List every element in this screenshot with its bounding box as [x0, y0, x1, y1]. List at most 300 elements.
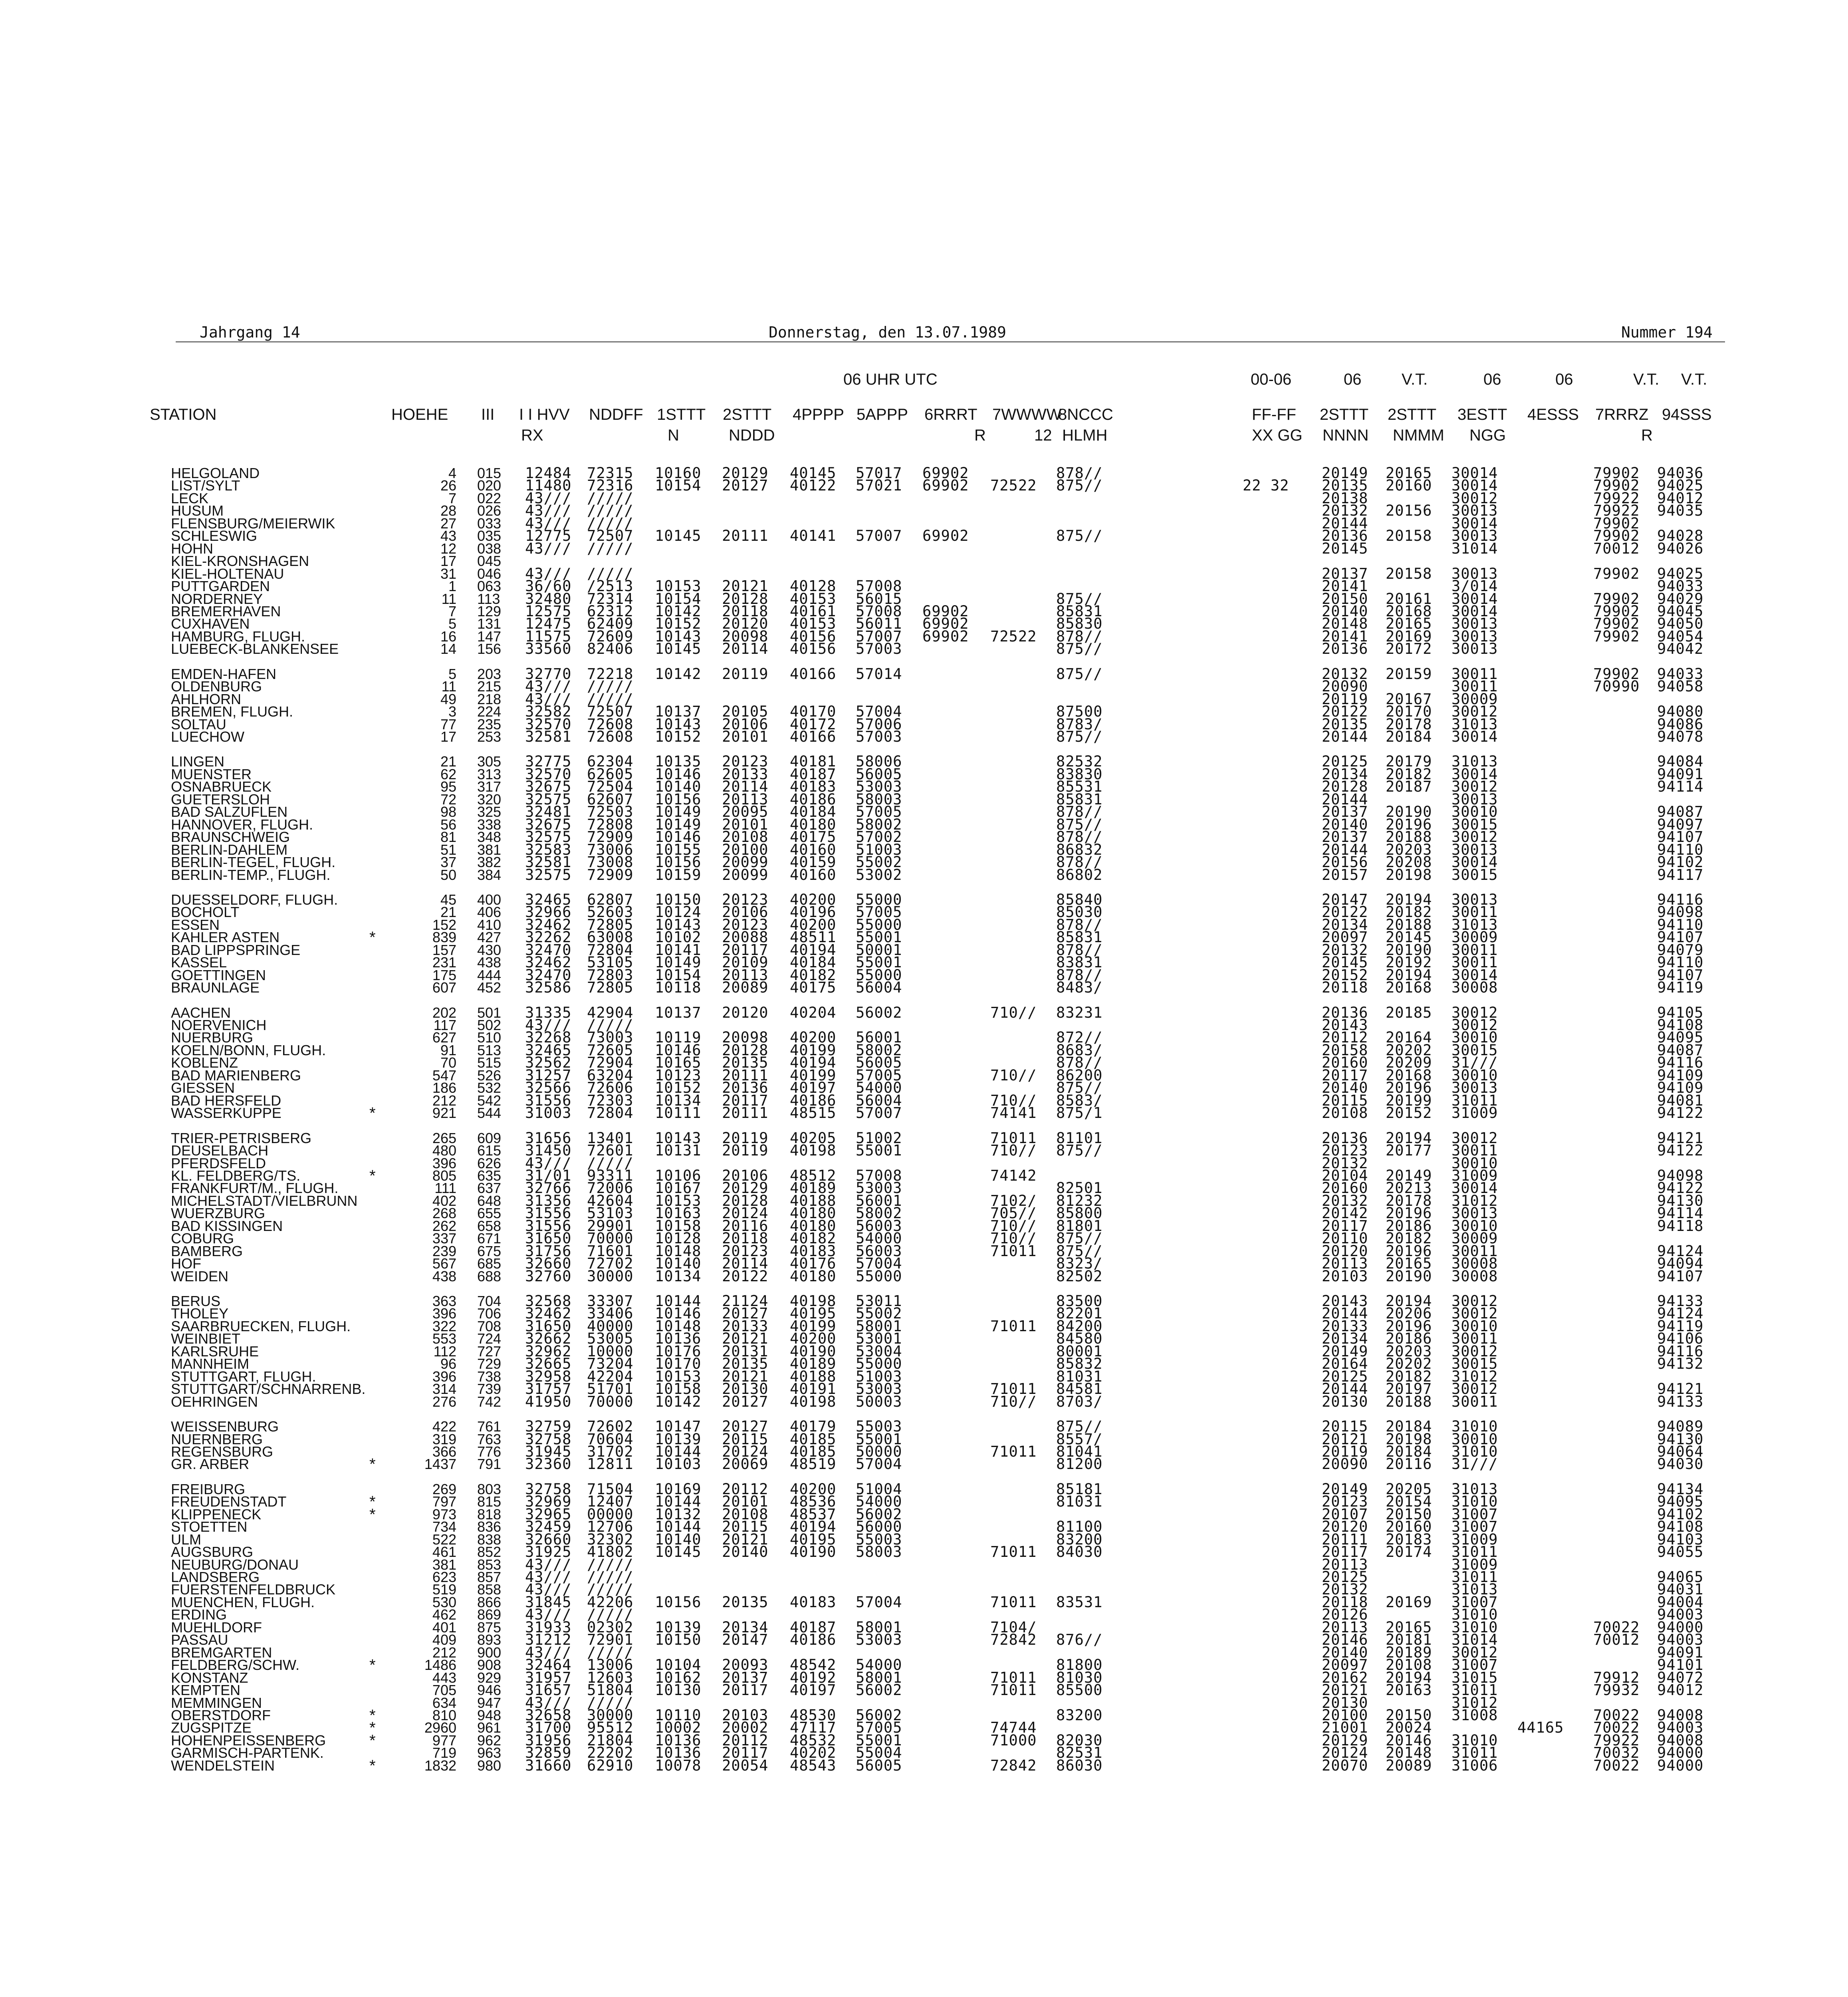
station-name: STUTTGART/SCHNARRENB.	[171, 1381, 366, 1398]
station-id: 430	[477, 941, 502, 958]
sttt2: 20124	[722, 1443, 769, 1460]
nccc8: 85832	[1056, 1355, 1103, 1373]
nddff: 42904	[587, 1004, 634, 1021]
station-id: 929	[477, 1669, 502, 1686]
vt-2sttt-n: 20132	[1322, 1154, 1368, 1172]
nccc8: 82201	[1056, 1305, 1103, 1322]
vt-2sttt-n: 20118	[1322, 1593, 1368, 1611]
station-name: BERLIN-TEGEL, FLUGH.	[171, 854, 336, 871]
hvv-rx: 32462	[525, 1305, 572, 1322]
pppp4: 40200	[790, 1480, 837, 1498]
sttt1: 10148	[655, 1317, 702, 1335]
vt-2sttt-n: 20125	[1322, 753, 1368, 770]
station-id: 838	[477, 1531, 502, 1548]
hvv-rx: 31925	[525, 1543, 572, 1561]
vt-2sttt-m: 20169	[1386, 627, 1432, 645]
wwww7: 71011	[990, 1129, 1037, 1147]
sttt2: 20101	[722, 1493, 769, 1511]
sttt1: 10145	[655, 640, 702, 658]
station-name: NEUBURG/DONAU	[171, 1556, 299, 1573]
mountain-marker: *	[369, 1706, 376, 1724]
sttt1: 10102	[655, 929, 702, 946]
nccc8: 86200	[1056, 1066, 1103, 1084]
vt-2sttt-n: 20123	[1322, 1142, 1368, 1159]
vt-2sttt-n: 20157	[1322, 866, 1368, 883]
sss94: 94114	[1657, 1205, 1704, 1222]
hvv-rx: 32262	[525, 929, 572, 946]
pppp4: 40183	[790, 778, 837, 796]
vt-2sttt-m: 20186	[1386, 1330, 1432, 1348]
pppp4: 48515	[790, 1104, 837, 1122]
vt-2sttt-n: 20117	[1322, 1066, 1368, 1084]
station-name: MUEHLDORF	[171, 1619, 262, 1636]
station-id: 675	[477, 1243, 502, 1259]
station-id: 962	[477, 1732, 502, 1749]
sss94: 94121	[1657, 1129, 1704, 1147]
vt-2sttt-n: 20126	[1322, 1606, 1368, 1624]
sttt1: 10162	[655, 1669, 702, 1686]
vt-2sttt-m: 20192	[1386, 954, 1432, 971]
rrrt6: 69902	[922, 527, 969, 545]
nddff: 33406	[587, 1305, 634, 1322]
nddff: 02302	[587, 1618, 634, 1636]
sttt1: 10135	[655, 753, 702, 770]
station-height: 202	[432, 1004, 456, 1021]
vt-2sttt-n: 20113	[1322, 1255, 1368, 1272]
appp5: 57008	[856, 578, 902, 595]
vt-2sttt-n: 20113	[1322, 1618, 1368, 1636]
col-v1b: NNNN	[1323, 427, 1369, 444]
vt-2sttt-n: 20146	[1322, 1631, 1368, 1649]
station-height: 112	[433, 1343, 456, 1360]
sttt2: 20089	[722, 979, 769, 997]
nccc8: 85840	[1056, 891, 1103, 908]
esstt3: 31012	[1451, 1694, 1498, 1711]
sttt2: 20127	[722, 1393, 769, 1410]
station-id: 609	[477, 1130, 502, 1146]
pppp4: 40145	[790, 465, 837, 482]
station-height: 268	[432, 1205, 456, 1222]
nddff: 72909	[587, 828, 634, 846]
wwww7: 71011	[990, 1242, 1037, 1260]
station-height: 12	[440, 540, 456, 557]
nccc8: 85500	[1056, 1681, 1103, 1699]
nddff: 70000	[587, 1393, 634, 1410]
station-name: BREMERHAVEN	[171, 603, 281, 619]
nddff: 12407	[587, 1493, 634, 1511]
station-height: 396	[432, 1368, 456, 1385]
hvv-rx: 32566	[525, 1079, 572, 1097]
wwww7: 71011	[990, 1669, 1037, 1686]
nddff: 62304	[587, 753, 634, 770]
esstt3: 30011	[1451, 954, 1498, 971]
station-name: BAD LIPPSPRINGE	[171, 941, 301, 958]
station-name: AHLHORN	[171, 691, 242, 707]
sttt2: 20113	[722, 790, 769, 808]
station-height: 396	[432, 1305, 456, 1322]
appp5: 57005	[856, 1719, 902, 1737]
appp5: 57017	[856, 465, 902, 482]
vt-2sttt-n: 20115	[1322, 1418, 1368, 1435]
pppp4: 40175	[790, 828, 837, 846]
table-row	[0, 729, 1848, 745]
vt-2sttt-n: 20112	[1322, 1029, 1368, 1046]
station-id: 338	[477, 816, 502, 833]
esstt3: 30012	[1451, 1644, 1498, 1661]
nddff: 32302	[587, 1531, 634, 1548]
sttt1: 10140	[655, 1531, 702, 1548]
sss94: 94000	[1657, 1744, 1704, 1762]
nccc8: 875//	[1056, 1242, 1103, 1260]
station-id: 156	[477, 641, 502, 657]
appp5: 56004	[856, 1092, 902, 1109]
pppp4: 40128	[790, 578, 837, 595]
station-height: 50	[440, 866, 456, 883]
station-name: FLENSBURG/MEIERWIK	[171, 515, 335, 532]
esstt3: 31014	[1451, 540, 1498, 557]
station-id: 063	[477, 578, 502, 595]
col-v3b: NGG	[1469, 427, 1506, 444]
vt-2sttt-n: 20136	[1322, 1004, 1368, 1021]
hvv-rx: 32570	[525, 765, 572, 783]
table-row	[0, 1105, 1848, 1121]
pppp4: 40190	[790, 1543, 837, 1561]
pppp4: 40153	[790, 590, 837, 607]
station-id: 742	[477, 1393, 502, 1410]
sttt1: 10154	[655, 477, 702, 494]
mountain-marker: *	[369, 1757, 376, 1775]
hvv-rx: 31933	[525, 1618, 572, 1636]
hvv-rx: 11575	[525, 627, 572, 645]
appp5: 56005	[856, 1757, 902, 1774]
station-name: OLDENBURG	[171, 678, 262, 695]
sttt1: 10134	[655, 1092, 702, 1109]
station-name: NOERVENICH	[171, 1017, 267, 1033]
nccc8: 85030	[1056, 903, 1103, 921]
station-id: 875	[477, 1619, 502, 1636]
vt-2sttt-m: 20148	[1386, 1744, 1432, 1762]
pppp4: 40156	[790, 627, 837, 645]
sttt2: 20105	[722, 703, 769, 721]
station-id: 704	[477, 1293, 502, 1309]
esstt3: 30012	[1451, 1305, 1498, 1322]
pppp4: 48532	[790, 1731, 837, 1749]
nddff: 40000	[587, 1317, 634, 1335]
vt-2sttt-n: 20100	[1322, 1706, 1368, 1724]
nddff: /2513	[587, 578, 634, 595]
appp5: 56003	[856, 1242, 902, 1260]
sss94: 94108	[1657, 1016, 1704, 1034]
esstt3: 31013	[1451, 916, 1498, 933]
pppp4: 40191	[790, 1380, 837, 1398]
nccc8: 84580	[1056, 1330, 1103, 1348]
sttt2: 20130	[722, 1380, 769, 1398]
station-id: 688	[477, 1268, 502, 1284]
pppp4: 40187	[790, 765, 837, 783]
esstt3: 31007	[1451, 1593, 1498, 1611]
station-id: 776	[477, 1443, 502, 1460]
appp5: 55001	[856, 929, 902, 946]
rrrt6: 69902	[922, 627, 969, 645]
sttt2: 20124	[722, 1205, 769, 1222]
nccc8: 84030	[1056, 1543, 1103, 1561]
station-name: NORDERNEY	[171, 590, 263, 607]
vt-2sttt-n: 20120	[1322, 1242, 1368, 1260]
sss94: 94132	[1657, 1355, 1704, 1373]
vt-2sttt-m: 20160	[1386, 1518, 1432, 1536]
sttt1: 10146	[655, 765, 702, 783]
station-name: KAHLER ASTEN	[171, 929, 280, 946]
station-height: 319	[432, 1431, 456, 1447]
nddff: 51701	[587, 1380, 634, 1398]
esstt3: 30010	[1451, 1066, 1498, 1084]
station-height: 45	[440, 891, 456, 908]
rrrz7: 79912	[1593, 1669, 1640, 1686]
esstt3: 30013	[1451, 790, 1498, 808]
sss94: 94122	[1657, 1142, 1704, 1159]
sss94: 94000	[1657, 1757, 1704, 1774]
station-height: 31	[440, 565, 456, 582]
sss94: 94087	[1657, 803, 1704, 821]
nddff: 53005	[587, 1330, 634, 1348]
nccc8: 81031	[1056, 1368, 1103, 1385]
vt-2sttt-m: 20184	[1386, 1418, 1432, 1435]
pppp4: 40179	[790, 1418, 837, 1435]
station-id: 615	[477, 1142, 502, 1159]
station-height: 1486	[424, 1657, 456, 1673]
vt-2sttt-m: 20172	[1386, 640, 1432, 658]
station-id: 635	[477, 1167, 502, 1184]
sss94: 94029	[1657, 590, 1704, 607]
vt-2sttt-m: 20194	[1386, 891, 1432, 908]
vt-2sttt-m: 20184	[1386, 1443, 1432, 1460]
vt-2sttt-m: 20206	[1386, 1305, 1432, 1322]
mountain-marker: *	[369, 1455, 376, 1473]
nccc8: 84581	[1056, 1380, 1103, 1398]
issue-number: Nummer 194	[1621, 324, 1713, 341]
station-name: BAD HERSFELD	[171, 1092, 282, 1109]
sss94: 94114	[1657, 778, 1704, 796]
sttt1: 10146	[655, 828, 702, 846]
mountain-marker: *	[369, 1731, 376, 1749]
appp5: 56002	[856, 1706, 902, 1724]
vt-2sttt-n: 20152	[1322, 966, 1368, 984]
station-name: BAD KISSINGEN	[171, 1217, 283, 1234]
sss94: 94012	[1657, 489, 1704, 507]
station-name: MANNHEIM	[171, 1356, 249, 1372]
station-height: 14	[440, 641, 456, 657]
rrrz7: 79902	[1593, 514, 1640, 532]
nddff: 12706	[587, 1518, 634, 1536]
vt-2sttt-n: 20134	[1322, 916, 1368, 933]
sttt2: 20095	[722, 803, 769, 821]
esstt3: 30011	[1451, 941, 1498, 959]
sss94: 94000	[1657, 1618, 1704, 1636]
sttt2: 20116	[722, 1217, 769, 1235]
vt-2sttt-n: 20103	[1322, 1267, 1368, 1285]
sss94: 94118	[1657, 1217, 1704, 1235]
esstt3: 30015	[1451, 1041, 1498, 1059]
rrrz7: 79902	[1593, 665, 1640, 683]
sss94: 94095	[1657, 1493, 1704, 1511]
esstt3: 31013	[1451, 1480, 1498, 1498]
appp5: 55000	[856, 966, 902, 984]
station-id: 427	[477, 929, 502, 946]
pppp4: 40189	[790, 1355, 837, 1373]
vt-2sttt-m: 20188	[1386, 828, 1432, 846]
hvv-rx: 43///	[525, 1568, 572, 1586]
nddff: 62409	[587, 615, 634, 633]
sttt1: 10146	[655, 1305, 702, 1322]
station-height: 7	[448, 603, 456, 619]
wwww7: 72842	[990, 1631, 1037, 1649]
nccc8: 8703/	[1056, 1393, 1103, 1410]
sttt2: 20121	[722, 1330, 769, 1348]
vt-2sttt-n: 20121	[1322, 1681, 1368, 1699]
sttt2: 20088	[722, 929, 769, 946]
vt-2sttt-m: 20194	[1386, 1292, 1432, 1310]
pppp4: 40200	[790, 1029, 837, 1046]
sss94: 94106	[1657, 1330, 1704, 1348]
pppp4: 40185	[790, 1443, 837, 1460]
station-id: 526	[477, 1067, 502, 1084]
station-height: 186	[432, 1080, 456, 1096]
vt-2sttt-n: 20124	[1322, 1744, 1368, 1762]
appp5: 55001	[856, 1430, 902, 1448]
vt-2sttt-m: 20182	[1386, 1230, 1432, 1247]
appp5: 57014	[856, 665, 902, 683]
sss94: 94025	[1657, 565, 1704, 582]
esstt3: 30014	[1451, 765, 1498, 783]
station-name: THOLEY	[171, 1305, 229, 1322]
hvv-rx: 31756	[525, 1242, 572, 1260]
vt-2sttt-m: 20178	[1386, 715, 1432, 733]
appp5: 53011	[856, 1292, 902, 1310]
vt-2sttt-n: 20142	[1322, 1205, 1368, 1222]
appp5: 57006	[856, 715, 902, 733]
pppp4: 40204	[790, 1004, 837, 1021]
vt-2sttt-m: 20174	[1386, 1543, 1432, 1561]
station-height: 402	[432, 1192, 456, 1209]
esstt3: 30013	[1451, 527, 1498, 545]
hvv-rx: 11480	[525, 477, 572, 494]
vt-2sttt-n: 20125	[1322, 1568, 1368, 1586]
sttt1: 10165	[655, 1054, 702, 1072]
sttt1: 10128	[655, 1230, 702, 1247]
station-id: 317	[477, 778, 502, 795]
nccc8: 81232	[1056, 1192, 1103, 1209]
sttt1: 10149	[655, 803, 702, 821]
rrrz7: 79902	[1593, 615, 1640, 633]
vt-2sttt-m: 20165	[1386, 1618, 1432, 1636]
col-group-06utc: 06 UHR UTC	[843, 371, 938, 388]
station-name: BRAUNLAGE	[171, 979, 260, 996]
esstt3: 31012	[1451, 1368, 1498, 1385]
hvv-rx: 31556	[525, 1205, 572, 1222]
station-height: 553	[432, 1330, 456, 1347]
station-id: 637	[477, 1180, 502, 1197]
col-v4a: 4ESSS	[1527, 406, 1579, 423]
vt-2sttt-m: 20196	[1386, 1242, 1432, 1260]
station-name: SAARBRUECKEN, FLUGH.	[171, 1318, 351, 1334]
station-id: 866	[477, 1594, 502, 1610]
sttt2: 20115	[722, 1518, 769, 1536]
sttt2: 20123	[722, 891, 769, 908]
wwww7: 72842	[990, 1757, 1037, 1774]
esstt3: 30008	[1451, 979, 1498, 997]
pppp4: 40186	[790, 790, 837, 808]
hvv-rx: 32464	[525, 1656, 572, 1674]
vt-2sttt-n: 20134	[1322, 765, 1368, 783]
station-id: 738	[477, 1368, 502, 1385]
nccc8: 875//	[1056, 527, 1103, 545]
sttt1: 10103	[655, 1455, 702, 1473]
sttt2: 20115	[722, 1430, 769, 1448]
station-id: 858	[477, 1581, 502, 1598]
esstt3: 30011	[1451, 665, 1498, 683]
nddff: 51804	[587, 1681, 634, 1699]
sss94: 94003	[1657, 1631, 1704, 1649]
station-height: 26	[440, 477, 456, 494]
nddff: 72805	[587, 979, 634, 997]
vt-2sttt-n: 20130	[1322, 1393, 1368, 1410]
esstt3: 31009	[1451, 1167, 1498, 1184]
esstt3: 30012	[1451, 1380, 1498, 1398]
appp5: 54000	[856, 1493, 902, 1511]
hvv-rx: 31945	[525, 1443, 572, 1460]
col-c7a: 6RRRT	[924, 406, 978, 423]
station-name: BRAUNSCHWEIG	[171, 829, 290, 846]
appp5: 55001	[856, 1731, 902, 1749]
hvv-rx: 43///	[525, 690, 572, 708]
vt-2sttt-m: 20186	[1386, 1217, 1432, 1235]
col-v6a: 94SSS	[1662, 406, 1712, 423]
appp5: 55000	[856, 916, 902, 933]
appp5: 51002	[856, 1129, 902, 1147]
wwww7: 72522	[990, 627, 1037, 645]
nddff: /////	[587, 1581, 634, 1598]
vt-2sttt-n: 20140	[1322, 1079, 1368, 1097]
sttt1: 10136	[655, 1731, 702, 1749]
station-height: 623	[432, 1569, 456, 1585]
station-name: LANDSBERG	[171, 1569, 260, 1585]
sss94: 94116	[1657, 1054, 1704, 1072]
station-height: 921	[432, 1105, 456, 1122]
esstt3: 30012	[1451, 1292, 1498, 1310]
sttt2: 20108	[722, 828, 769, 846]
sss94: 94130	[1657, 1192, 1704, 1209]
nccc8: 878//	[1056, 966, 1103, 984]
rrrz7: 70022	[1593, 1719, 1640, 1737]
vt-2sttt-m: 20190	[1386, 941, 1432, 959]
pppp4: 40172	[790, 715, 837, 733]
appp5: 57003	[856, 640, 902, 658]
hvv-rx: 32675	[525, 778, 572, 796]
appp5: 53003	[856, 1380, 902, 1398]
pppp4: 48519	[790, 1455, 837, 1473]
station-name: FUERSTENFELDBRUCK	[171, 1581, 336, 1598]
station-height: 157	[432, 941, 456, 958]
wwww7: 71011	[990, 1543, 1037, 1561]
station-name: LUEBECK-BLANKENSEE	[171, 641, 339, 657]
hvv-rx: 33560	[525, 640, 572, 658]
esstt3: 31010	[1451, 1606, 1498, 1624]
hvv-rx: 32660	[525, 1255, 572, 1272]
esstt3: 31011	[1451, 1681, 1498, 1699]
nccc8: 82030	[1056, 1731, 1103, 1749]
hvv-rx: 31700	[525, 1719, 572, 1737]
vt-2sttt-m: 20160	[1386, 477, 1432, 494]
